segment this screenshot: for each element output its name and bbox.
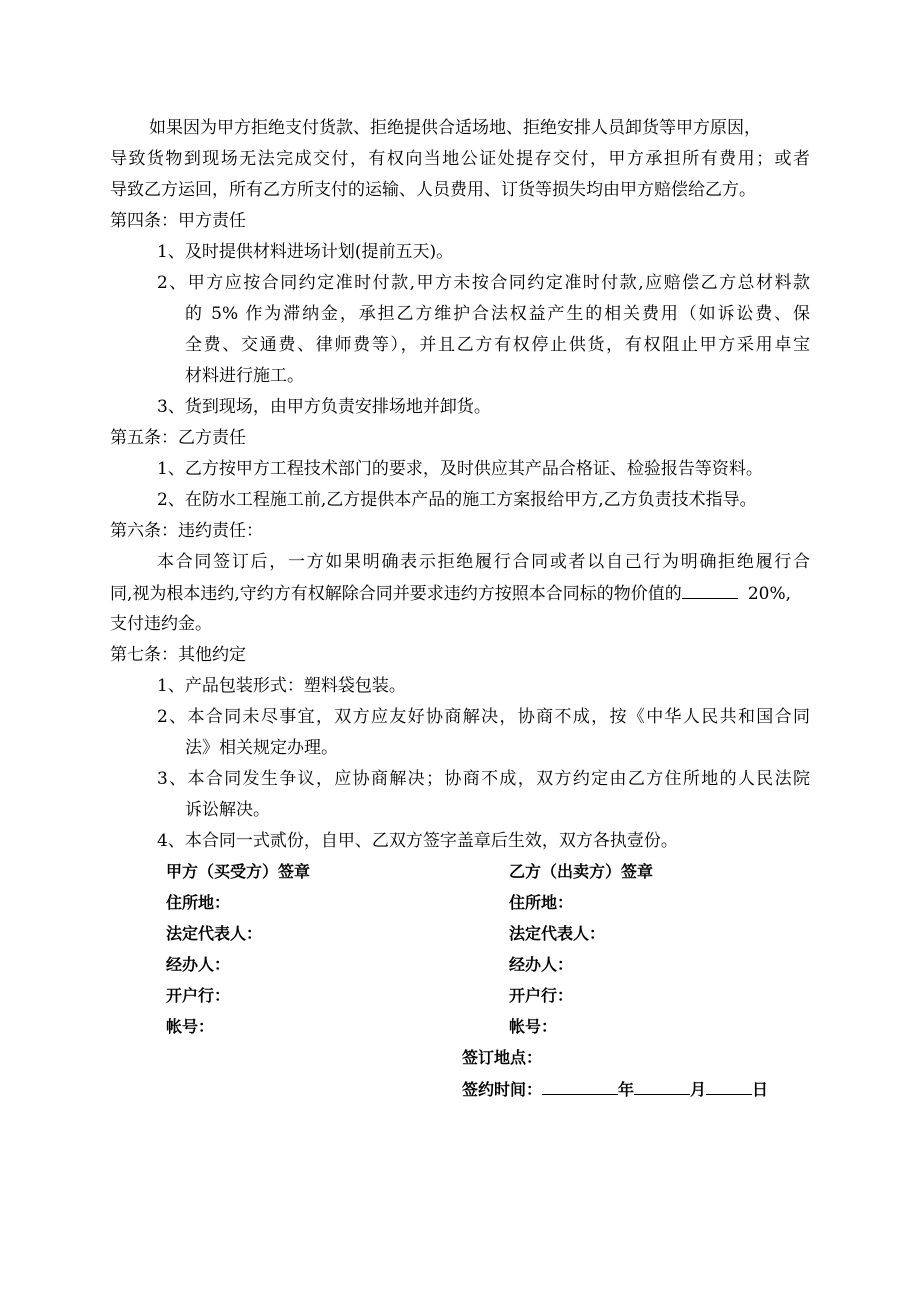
party-b-bank-label: 开户行： bbox=[509, 986, 574, 1005]
article4-item-3: 3、货到现场，由甲方负责安排场地并卸货。 bbox=[157, 397, 491, 417]
article5-item-2: 2、在防水工程施工前,乙方提供本产品的施工方案报给甲方,乙方负责技术指导。 bbox=[157, 490, 757, 510]
intro-line-2: 导致货物到现场无法完成交付，有权向当地公证处提存交付，甲方承担所有费用；或者 bbox=[110, 149, 810, 169]
article7-item-2-line-1: 2、本合同未尽事宜，双方应友好协商解决，协商不成，按《中华人民共和国合同 bbox=[157, 707, 810, 727]
article7-item-3-line-1: 3、本合同发生争议，应协商解决；协商不成，双方约定由乙方住所地的人民法院 bbox=[157, 769, 810, 789]
article7-item-2-line-2: 法》相关规定办理。 bbox=[185, 738, 338, 758]
violation-percent: 20%, bbox=[747, 584, 792, 604]
year-blank bbox=[542, 1078, 618, 1095]
article6-para-line-1: 本合同签订后，一方如果明确表示拒绝履行合同或者以自己行为明确拒绝履行合 bbox=[157, 552, 810, 572]
party-b-account-label: 帐号： bbox=[509, 1017, 558, 1036]
day-blank bbox=[706, 1078, 752, 1095]
article6-heading: 第六条：违约责任： bbox=[110, 521, 263, 541]
party-b-title: 乙方（出卖方）签章 bbox=[509, 862, 654, 881]
article4-item-2-line-2: 的 5% 作为滞纳金，承担乙方维护合法权益产生的相关费用（如诉讼费、保 bbox=[185, 304, 810, 324]
article4-heading: 第四条：甲方责任 bbox=[110, 211, 246, 231]
party-a-agent-label: 经办人： bbox=[166, 955, 231, 974]
intro-line-1: 如果因为甲方拒绝支付货款、拒绝提供合适场地、拒绝安排人员卸货等甲方原因， bbox=[149, 118, 761, 138]
article7-heading: 第七条：其他约定 bbox=[110, 645, 246, 665]
party-b-legal-rep-label: 法定代表人： bbox=[509, 924, 606, 943]
violation-blank bbox=[682, 582, 738, 599]
article6-para-line-3: 支付违约金。 bbox=[110, 614, 212, 634]
year-label: 年 bbox=[618, 1080, 635, 1099]
month-blank bbox=[634, 1078, 690, 1095]
day-label: 日 bbox=[752, 1080, 769, 1099]
party-a-address-label: 住所地： bbox=[166, 893, 231, 912]
party-a-legal-rep-label: 法定代表人： bbox=[166, 924, 263, 943]
article6-para-line-2-text: 同,视为根本违约,守约方有权解除合同并要求违约方按照本合同标的物价值的 bbox=[110, 584, 682, 604]
article4-item-1: 1、及时提供材料进场计划(提前五天)。 bbox=[157, 242, 454, 262]
party-b-address-label: 住所地： bbox=[509, 893, 574, 912]
article6-para-line-2 bbox=[110, 582, 791, 605]
party-b-agent-label: 经办人： bbox=[509, 955, 574, 974]
article7-item-3-line-2: 诉讼解决。 bbox=[185, 800, 270, 820]
article5-item-1: 1、乙方按甲方工程技术部门的要求，及时供应其产品合格证、检验报告等资料。 bbox=[157, 459, 763, 479]
signing-place-label: 签订地点： bbox=[462, 1048, 543, 1067]
article7-item-1: 1、产品包装形式：塑料袋包装。 bbox=[157, 676, 406, 696]
article4-item-2-line-4: 材料进行施工。 bbox=[185, 366, 304, 386]
article5-heading: 第五条：乙方责任 bbox=[110, 428, 246, 448]
signing-date-line bbox=[462, 1078, 768, 1101]
article4-item-2-line-1: 2、甲方应按合同约定准时付款,甲方未按合同约定准时付款,应赔偿乙方总材料款 bbox=[157, 273, 810, 293]
signing-date-label: 签约时间： bbox=[462, 1080, 543, 1099]
month-label: 月 bbox=[690, 1080, 707, 1099]
article4-item-2-line-3: 全费、交通费、律师费等），并且乙方有权停止供货，有权阻止甲方采用卓宝 bbox=[185, 335, 810, 355]
party-a-account-label: 帐号： bbox=[166, 1017, 215, 1036]
article7-item-4: 4、本合同一式贰份，自甲、乙双方签字盖章后生效，双方各执壹份。 bbox=[157, 831, 678, 851]
intro-line-3: 导致乙方运回，所有乙方所支付的运输、人员费用、订货等损失均由甲方赔偿给乙方。 bbox=[110, 180, 756, 200]
party-a-bank-label: 开户行： bbox=[166, 986, 231, 1005]
party-a-title: 甲方（买受方）签章 bbox=[166, 862, 311, 881]
